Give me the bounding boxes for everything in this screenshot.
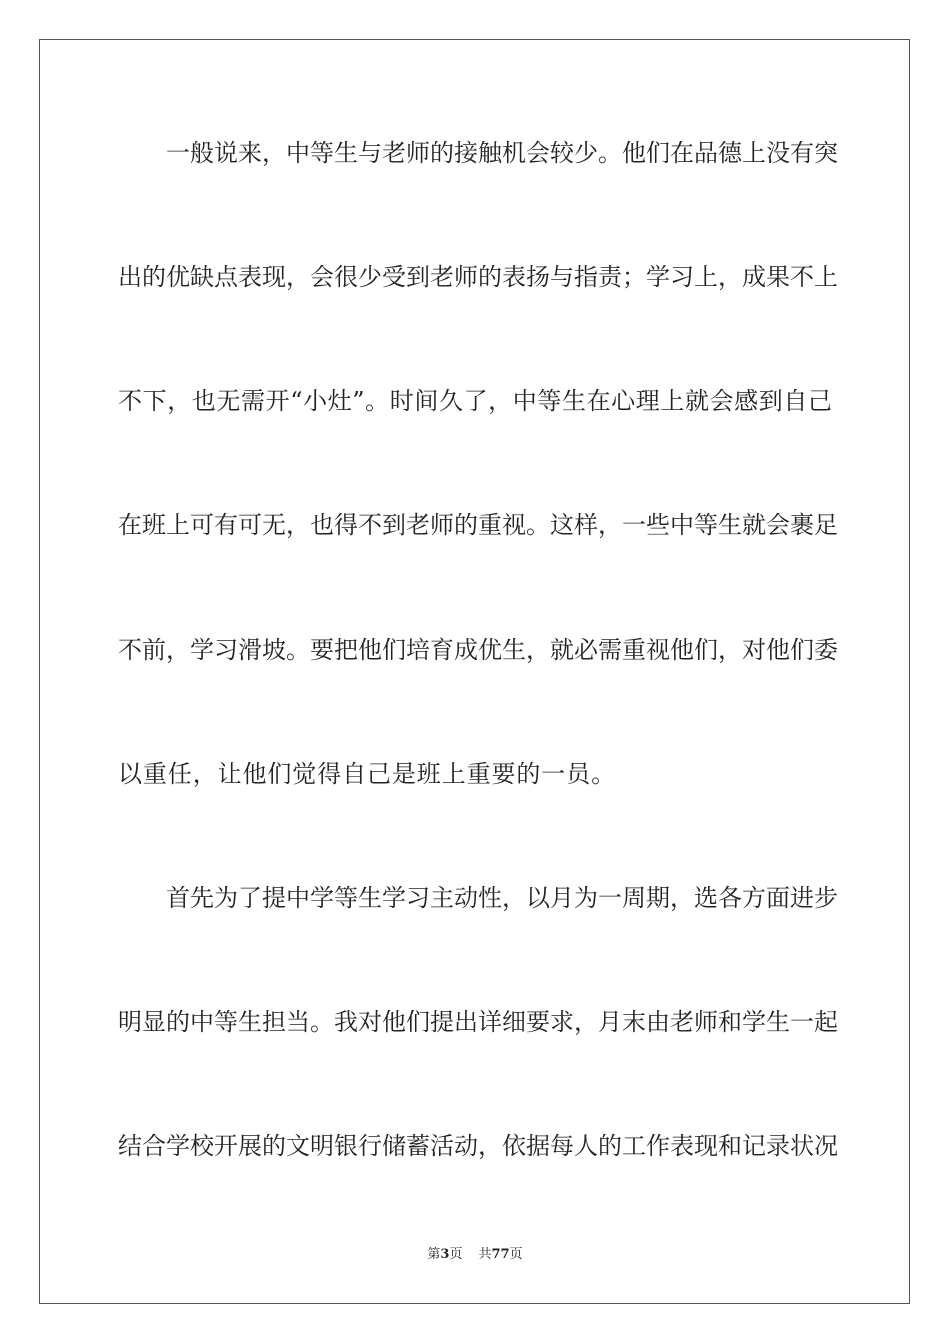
page-footer [0,1246,950,1264]
page-number: 3 [440,1247,450,1262]
text-line: 首先为了提中学等生学习主动性，以月为一周期，选各方面进步 [166,884,838,912]
text-line: 出的优缺点表现，会很少受到老师的表扬与指责；学习上，成果不上 [118,263,838,291]
page-border [39,39,910,1304]
total-suffix: 页 [509,1247,523,1262]
total-pages: 77 [491,1247,510,1262]
text-line: 结合学校开展的文明银行储蓄活动，依据每人的工作表现和记录状况 [118,1132,838,1160]
text-line: 以重任，让他们觉得自己是班上重要的一员。 [118,760,616,788]
page-prefix: 第 [427,1247,441,1262]
text-line: 不前，学习滑坡。要把他们培育成优生，就必需重视他们，对他们委 [118,636,838,664]
text-line: 不下，也无需开“小灶”。时间久了，中等生在心理上就会感到自己 [118,387,832,415]
text-line: 在班上可有可无，也得不到老师的重视。这样，一些中等生就会裹足 [118,511,838,539]
text-line: 明显的中等生担当。我对他们提出详细要求，月末由老师和学生一起 [118,1008,838,1036]
total-prefix: 共 [478,1247,492,1262]
text-line: 一般说来，中等生与老师的接触机会较少。他们在品德上没有突 [166,139,838,167]
page-suffix: 页 [449,1247,463,1262]
